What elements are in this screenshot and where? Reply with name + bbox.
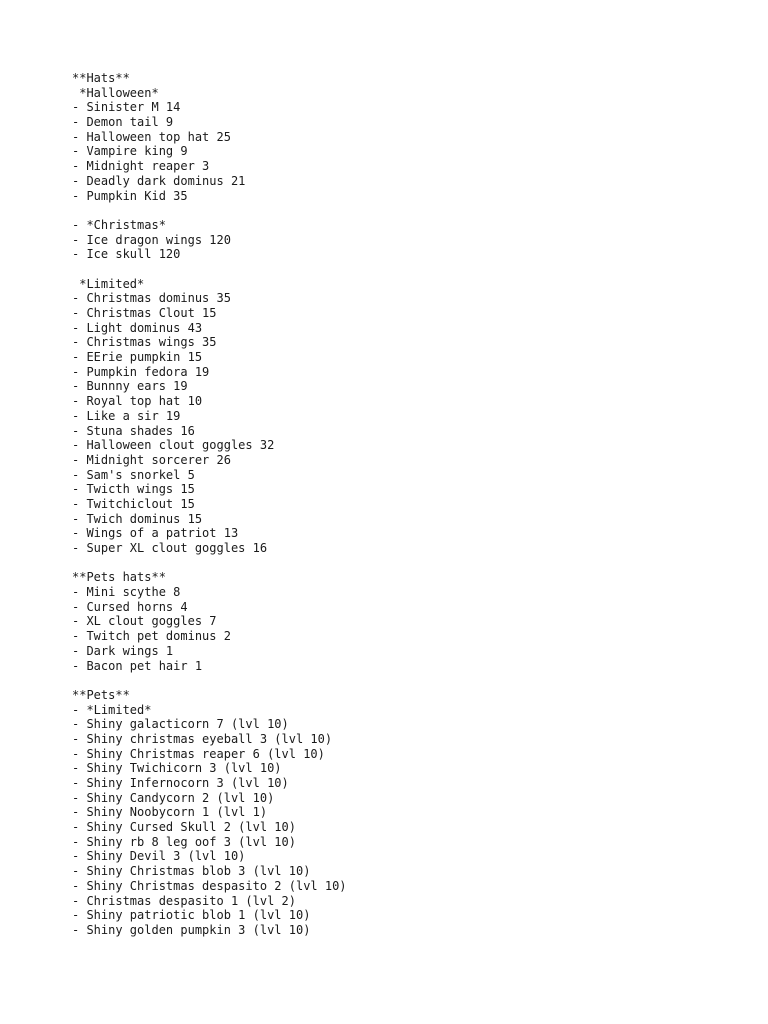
- document-page: [72, 71, 768, 938]
- list-item: - Pumpkin Kid 35: [72, 188, 188, 203]
- list-item: - Bunnny ears 19: [72, 379, 188, 394]
- list-item: - Shiny christmas eyeball 3 (lvl 10): [72, 731, 333, 746]
- list-item: - Ice skull 120: [72, 247, 181, 262]
- list-item: - Shiny rb 8 leg oof 3 (lvl 10): [72, 834, 296, 849]
- list-item: - Wings of a patriot 13: [72, 526, 239, 541]
- list-item: - Ice dragon wings 120: [72, 232, 231, 247]
- subsection-heading: - *Limited*: [72, 702, 152, 717]
- list-item: - Mini scythe 8: [72, 585, 181, 600]
- list-item: - Midnight sorcerer 26: [72, 452, 231, 467]
- list-item: - Halloween clout goggles 32: [72, 438, 275, 453]
- list-item: - Shiny Infernocorn 3 (lvl 10): [72, 776, 289, 790]
- list-item: - Sinister M 14: [72, 100, 181, 115]
- blank-line: [72, 673, 768, 688]
- subsection-heading: - *Christmas*: [72, 217, 166, 232]
- list-item: - Shiny Christmas reaper 6 (lvl 10): [72, 746, 325, 761]
- blank-line: [72, 262, 768, 277]
- list-item: - Christmas Clout 15: [72, 306, 217, 320]
- blank-line: [72, 203, 768, 218]
- list-item: - Midnight reaper 3: [72, 159, 210, 174]
- list-item: - Like a sir 19: [72, 408, 181, 423]
- list-item: - Shiny golden pumpkin 3 (lvl 10): [72, 922, 311, 937]
- list-item: - Shiny Christmas despasito 2 (lvl 10): [72, 878, 347, 893]
- list-item: - Light dominus 43: [72, 320, 203, 335]
- subsection-heading: *Halloween*: [72, 85, 159, 100]
- list-item: - Stuna shades 16: [72, 423, 195, 438]
- list-item: - Shiny Twichicorn 3 (lvl 10): [72, 761, 282, 776]
- list-item: - Twicth wings 15: [72, 482, 195, 497]
- list-item: - Halloween top hat 25: [72, 129, 231, 144]
- list-item: - Twitch pet dominus 2: [72, 629, 231, 644]
- list-item: - Shiny Candycorn 2 (lvl 10): [72, 790, 275, 805]
- list-item: - Christmas wings 35: [72, 335, 217, 350]
- list-item: - Pumpkin fedora 19: [72, 364, 210, 379]
- section-heading: **Pets hats**: [72, 570, 166, 585]
- list-item: - Christmas dominus 35: [72, 291, 231, 306]
- list-item: - Demon tail 9: [72, 115, 174, 130]
- section-heading: **Pets**: [72, 687, 130, 702]
- list-item: - Royal top hat 10: [72, 394, 203, 409]
- list-item: - Cursed horns 4: [72, 599, 188, 614]
- list-item: - Super XL clout goggles 16: [72, 541, 268, 555]
- list-item: - Shiny Christmas blob 3 (lvl 10): [72, 864, 311, 879]
- section-heading: **Hats**: [72, 71, 130, 85]
- list-item: - EErie pumpkin 15: [72, 350, 203, 365]
- list-item: - Shiny Devil 3 (lvl 10): [72, 849, 246, 864]
- list-item: - Deadly dark dominus 21: [72, 173, 246, 188]
- list-item: - Shiny patriotic blob 1 (lvl 10): [72, 908, 311, 923]
- list-item: - Shiny Cursed Skull 2 (lvl 10): [72, 820, 296, 835]
- list-item: - Dark wings 1: [72, 643, 174, 658]
- list-item: - XL clout goggles 7: [72, 614, 217, 629]
- list-item: - Bacon pet hair 1: [72, 658, 203, 673]
- blank-line: [72, 556, 768, 571]
- list-item: - Shiny galacticorn 7 (lvl 10): [72, 717, 289, 732]
- list-item: - Twitchiclout 15: [72, 496, 195, 511]
- list-item: - Twich dominus 15: [72, 511, 203, 526]
- list-item: - Shiny Noobycorn 1 (lvl 1): [72, 805, 268, 820]
- list-item: - Sam's snorkel 5: [72, 467, 195, 482]
- subsection-heading: *Limited*: [72, 276, 145, 291]
- list-item: - Christmas despasito 1 (lvl 2): [72, 893, 296, 908]
- list-item: - Vampire king 9: [72, 144, 188, 159]
